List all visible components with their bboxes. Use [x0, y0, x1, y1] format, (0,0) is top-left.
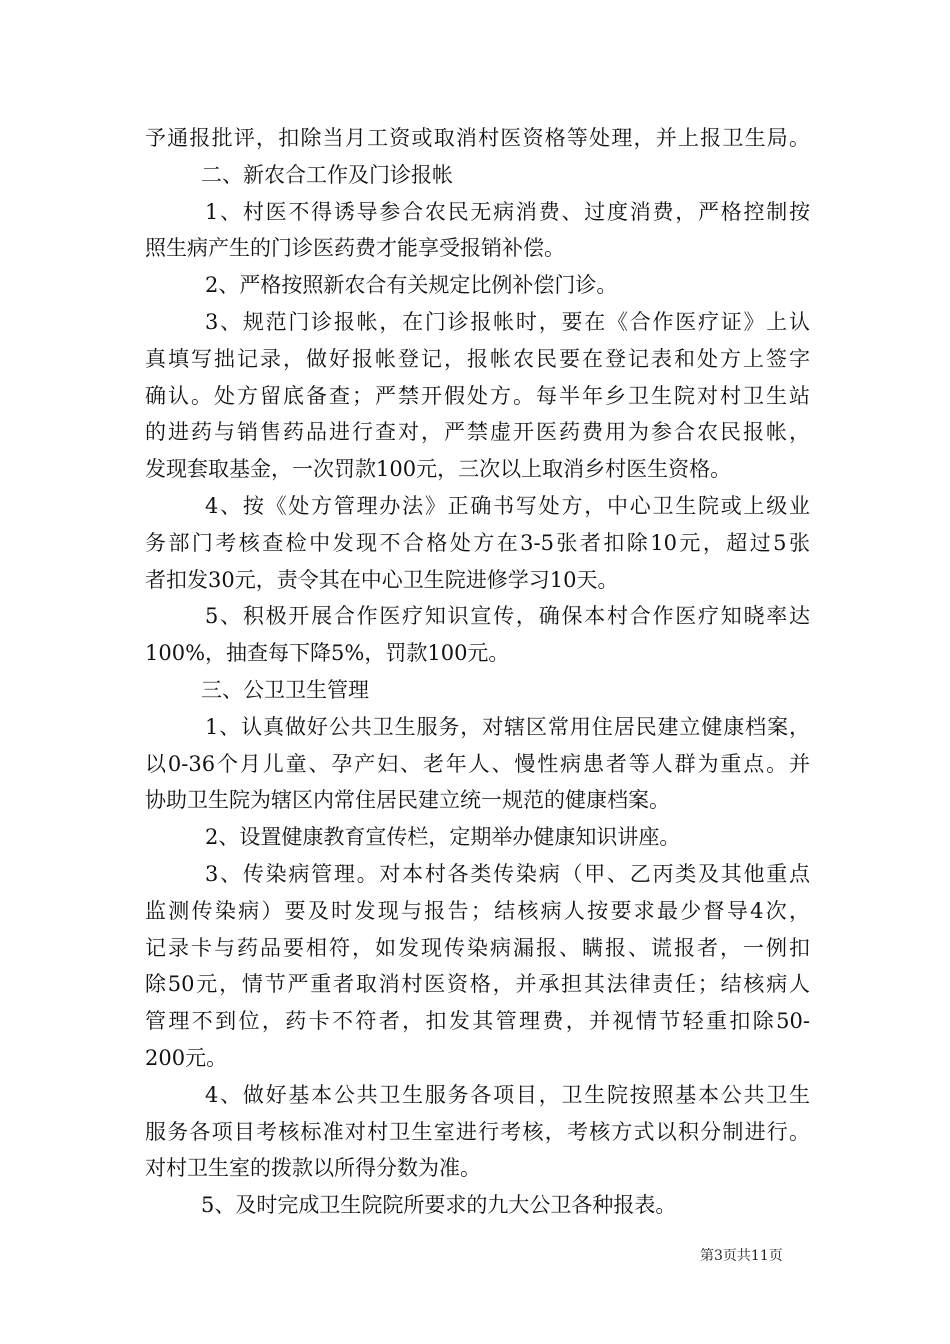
document-body: [145, 120, 810, 1224]
paragraph-line: 确认。处方留底备查；严禁开假处方。每半年乡卫生院对村卫生站: [145, 383, 810, 408]
page-number: 第3页共11页: [700, 1248, 783, 1264]
paragraph-line: 对村卫生室的拨款以所得分数为准。: [145, 1156, 481, 1181]
paragraph-line: 2、设置健康教育宣传栏，定期举办健康知识讲座。: [205, 825, 681, 850]
paragraph-line: 记录卡与药品要相符，如发现传染病漏报、瞒报、谎报者，一例扣: [145, 935, 810, 960]
paragraph-line: 5、及时完成卫生院院所要求的九大公卫各种报表。: [201, 1193, 677, 1218]
paragraph-line: 除50元，情节严重者取消村医资格，并承担其法律责任；结核病人: [145, 972, 810, 997]
paragraph-line: 4、按《处方管理办法》正确书写处方，中心卫生院或上级业: [205, 493, 810, 518]
paragraph-line: 100%，抽查每下降5%，罚款100元。: [145, 641, 510, 666]
paragraph-line: 真填写拙记录，做好报帐登记，报帐农民要在登记表和处方上签字: [145, 346, 810, 371]
paragraph-line: 5、积极开展合作医疗知识宣传，确保本村合作医疗知晓率达: [205, 604, 810, 629]
paragraph-line: 服务各项目考核标准对村卫生室进行考核，考核方式以积分制进行。: [145, 1119, 810, 1144]
paragraph-line: 3、传染病管理。对本村各类传染病（甲、乙丙类及其他重点: [205, 861, 810, 886]
paragraph-line: 予通报批评，扣除当月工资或取消村医资格等处理，并上报卫生局。: [145, 126, 810, 150]
section-heading: 三、公卫卫生管理: [201, 677, 369, 702]
paragraph-line: 1、认真做好公共卫生服务，对辖区常用住居民建立健康档案，: [205, 714, 810, 739]
paragraph-line: 2、严格按照新农合有关规定比例补偿门诊。: [205, 273, 618, 298]
section-heading: 二、新农合工作及门诊报帐: [201, 162, 453, 187]
paragraph-line: 监测传染病）要及时发现与报告；结核病人按要求最少督导4次，: [145, 898, 810, 923]
paragraph-line: 务部门考核查检中发现不合格处方在3-5张者扣除10元，超过5张: [145, 530, 810, 555]
paragraph-line: 的进药与销售药品进行查对，严禁虚开医药费用为参合农民报帐，: [145, 420, 810, 445]
paragraph-line: 1、村医不得诱导参合农民无病消费、过度消费，严格控制按: [205, 199, 810, 224]
paragraph-line: 发现套取基金，一次罚款100元，三次以上取消乡村医生资格。: [145, 457, 732, 482]
paragraph-line: 协助卫生院为辖区内常住居民建立统一规范的健康档案。: [145, 788, 670, 813]
paragraph-line: 4、做好基本公共卫生服务各项目，卫生院按照基本公共卫生: [205, 1082, 810, 1107]
paragraph-line: 照生病产生的门诊医药费才能享受报销补偿。: [145, 236, 565, 261]
paragraph-line: 者扣发30元，责令其在中心卫生院进修学习10天。: [145, 567, 619, 592]
paragraph-line: 3、规范门诊报帐，在门诊报帐时，要在《合作医疗证》上认: [205, 309, 810, 334]
paragraph-line: 200元。: [145, 1045, 228, 1070]
paragraph-line: 以0-36个月儿童、孕产妇、老年人、慢性病患者等人群为重点。并: [145, 751, 810, 776]
paragraph-line: 管理不到位，药卡不符者，扣发其管理费，并视情节轻重扣除50-: [145, 1009, 810, 1034]
